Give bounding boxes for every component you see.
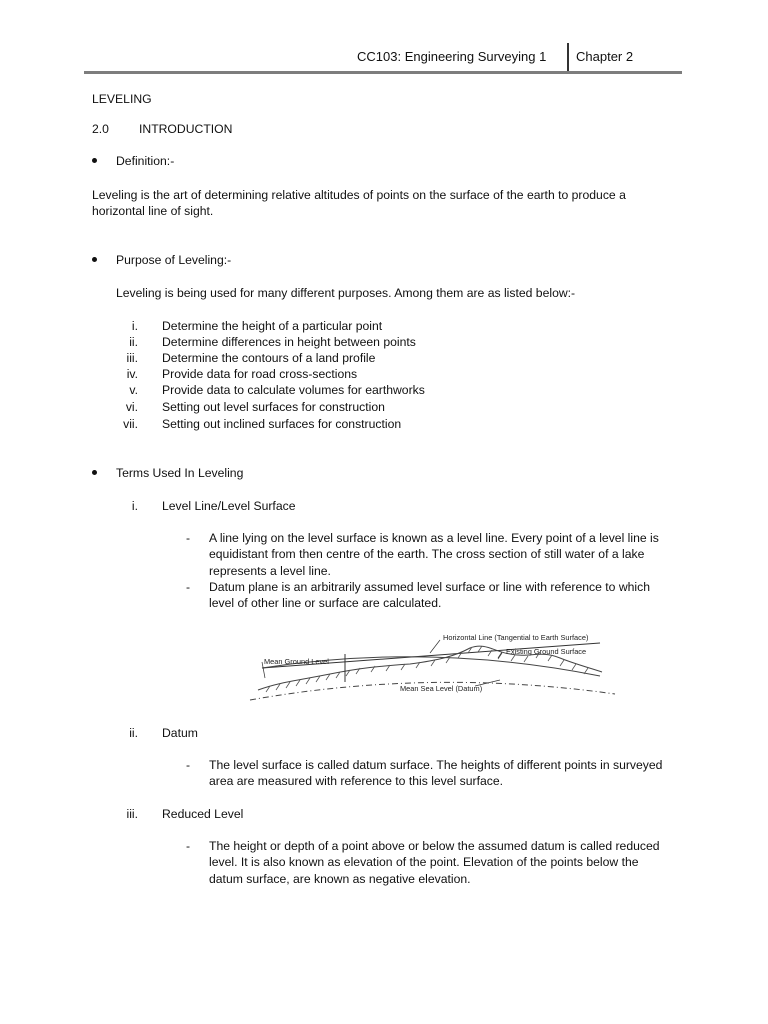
purpose-item-text: Provide data to calculate volumes for earthworks [162, 383, 425, 397]
datum-point: The level surface is called datum surface. The heights of different points in surveyed area are measured with reference to this level surface. [209, 758, 663, 789]
level-line-point: A line lying on the level surface is known as a level line. Every point of a level line is equidistant from then centre of the earth. The cross section of still water of a lake represents a level line. [209, 531, 659, 578]
purpose-item-text: Setting out level surfaces for construction [162, 400, 385, 414]
purpose-item-text: Determine differences in height between points [162, 335, 416, 349]
section-title: LEVELING [92, 92, 152, 106]
leader-line [498, 652, 502, 658]
purpose-item-number: iii. [126, 351, 138, 365]
purpose-item-text: Provide data for road cross-sections [162, 367, 358, 381]
purpose-item-number: i. [131, 319, 138, 333]
bullet-icon [92, 470, 97, 475]
figure-label-mean-ground: Mean Ground Level [264, 657, 329, 666]
bullet-icon [92, 257, 97, 262]
header-course-title: CC103: Engineering Surveying 1 [357, 49, 547, 64]
figure-label-horizontal: Horizontal Line (Tangential to Earth Surface) [443, 633, 589, 642]
header-chapter: Chapter 2 [576, 49, 634, 64]
header-divider [567, 43, 569, 73]
purpose-intro: Leveling is being used for many different purposes. Among them are as listed below:- [116, 286, 576, 300]
leveling-diagram [240, 628, 640, 706]
figure-label-mean-sea: Mean Sea Level (Datum) [400, 684, 483, 693]
term-number: iii. [126, 807, 138, 821]
purpose-item-text: Determine the height of a particular point [162, 319, 383, 333]
dash-marker: - [186, 758, 191, 772]
terms-label: Terms Used In Leveling [116, 466, 244, 480]
term-title: Level Line/Level Surface [162, 499, 296, 513]
purpose-item-text: Determine the contours of a land profile [162, 351, 376, 365]
bullet-icon [92, 158, 97, 163]
purpose-item-number: v. [129, 383, 138, 397]
figure-label-existing-ground: Existing Ground Surface [506, 647, 587, 656]
term-title: Datum [162, 726, 198, 740]
purpose-item-number: vii. [123, 417, 138, 431]
header-rule [84, 71, 682, 74]
dash-marker: - [186, 531, 191, 545]
term-number: ii. [129, 726, 138, 740]
leader-line [430, 640, 440, 653]
purpose-item-number: ii. [129, 335, 138, 349]
purpose-item-number: iv. [126, 367, 138, 381]
dash-marker: - [186, 580, 191, 594]
term-number: i. [131, 499, 138, 513]
purpose-item-number: vi. [125, 400, 138, 414]
purpose-label: Purpose of Leveling:- [116, 253, 232, 267]
dash-marker: - [186, 839, 191, 853]
definition-label: Definition:- [116, 154, 175, 168]
definition-text: Leveling is the art of determining relative altitudes of points on the surface of the earth to produce a horizontal line of sight. [92, 188, 626, 219]
reduced-level-point: The height or depth of a point above or below the assumed datum is called reduced level. It is also known as elevation of the point. Elevation of the points below the datum surface, are known as negative elevation. [209, 839, 660, 886]
section-number: 2.0 [92, 122, 109, 136]
section-heading: INTRODUCTION [139, 122, 233, 136]
level-line-point: Datum plane is an arbitrarily assumed level surface or line with reference to which level of other line or surface are calculated. [209, 580, 650, 611]
term-title: Reduced Level [162, 807, 244, 821]
purpose-item-text: Setting out inclined surfaces for construction [162, 417, 402, 431]
